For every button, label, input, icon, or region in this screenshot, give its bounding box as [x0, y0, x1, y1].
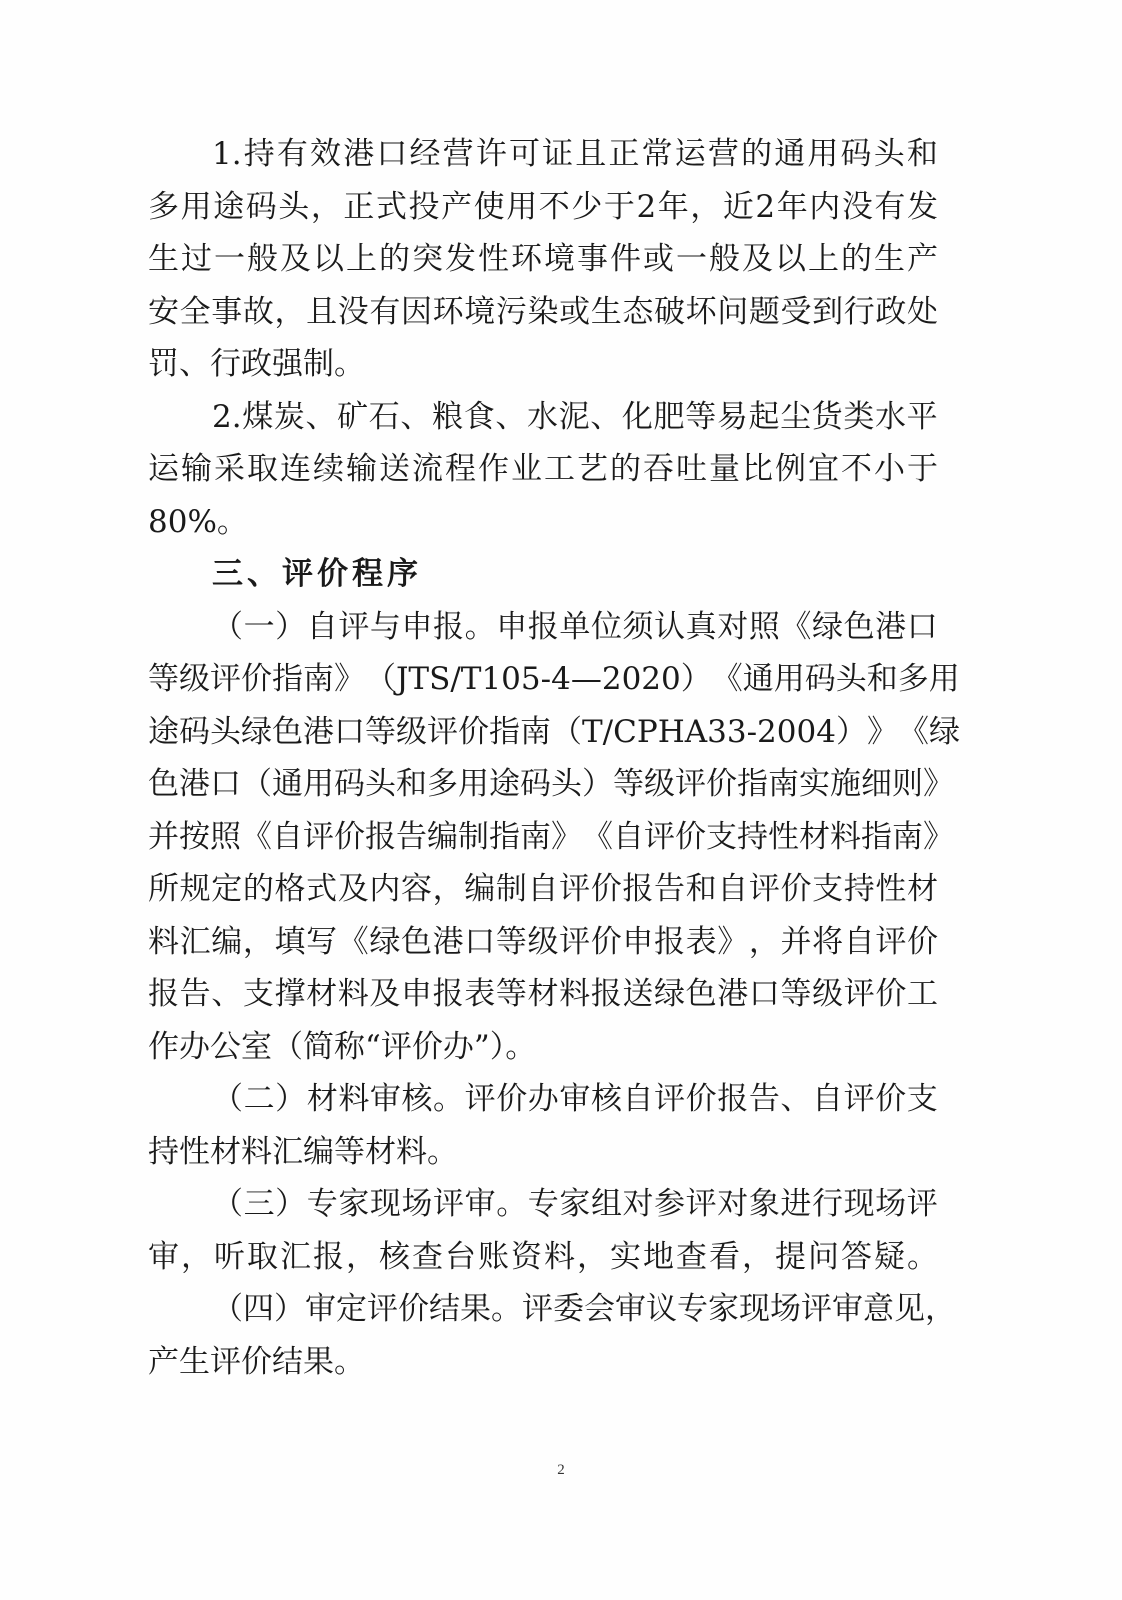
paragraph-step-4: [148, 1283, 956, 1388]
paragraph-step-1: [148, 601, 960, 1074]
text-line: 等 级 评 价 指 南 》 （ JTS/T105-4 — 2020 ） 《 通 用 码 头 和 多 用: [148, 661, 960, 697]
paragraph-step-3: [148, 1178, 938, 1283]
paragraph-criteria-2: [148, 391, 938, 549]
text-line: 料 汇 编 ， 填 写 《 绿 色 港 口 等 级 评 价 申 报 表 》 ， 并 将 自 评 价: [148, 923, 938, 960]
text-line: （ 三 ） 专 家 现 场 评 审 。 专 家 组 对 参 评 对 象 进 行 现 场 评: [212, 1186, 938, 1222]
text-line: （ 四 ） 审 定 评 价 结 果 。 评 委 会 审 议 专 家 现 场 评 审 意 见 ，: [212, 1291, 956, 1327]
text-line: 持性材料汇编等材料。: [148, 1133, 458, 1170]
document-body: [148, 128, 960, 1388]
text-line: 报 告 、 支 撑 材 料 及 申 报 表 等 材 料 报 送 绿 色 港 口 等 级 评 价 工: [148, 976, 938, 1012]
page-number: 2: [557, 1462, 565, 1478]
text-line: 生 过 一 般 及 以 上 的 突 发 性 环 境 事 件 或 一 般 及 以 上 的 生 产: [148, 241, 938, 277]
text-line: （ 二 ） 材 料 审 核 。 评 价 办 审 核 自 评 价 报 告 、 自 评 价 支: [212, 1081, 938, 1117]
text-line: 80%。: [148, 503, 248, 540]
text-line: 审 ， 听 取 汇 报 ， 核 查 台 账 资 料 ， 实 地 查 看 ， 提 问 答 疑 。: [148, 1238, 938, 1275]
section-heading: 三、评价程序: [212, 556, 422, 592]
paragraph-criteria-1: [148, 128, 938, 391]
text-line: 多 用 途 码 头 ， 正 式 投 产 使 用 不 少 于 2 年 ， 近 2 年 内 没 有 发: [148, 188, 938, 225]
text-line: 罚、行政强制。: [148, 346, 365, 382]
text-line: 产生评价结果。: [148, 1343, 365, 1380]
text-line: 途 码 头 绿 色 港 口 等 级 评 价 指 南 （ T/CPHA 33-2004 ） 》 《 绿: [148, 713, 960, 750]
text-line: 安 全 事 故 ， 且 没 有 因 环 境 污 染 或 生 态 破 坏 问 题 受 到 行 政 处: [148, 293, 938, 330]
text-line: 作办公室（简称“评价办”）。: [148, 1028, 537, 1065]
text-line: 2. 煤 炭 、 矿 石 、 粮 食 、 水 泥 、 化 肥 等 易 起 尘 货 类 水 平: [212, 398, 938, 435]
text-line: 色 港 口 （ 通 用 码 头 和 多 用 途 码 头 ） 等 级 评 价 指 南 实 施 细 则 》: [148, 766, 954, 802]
paragraph-step-2: [148, 1073, 938, 1178]
text-line: 1. 持 有 效 港 口 经 营 许 可 证 且 正 常 运 营 的 通 用 码 头 和: [212, 136, 938, 172]
text-line: （ 一 ） 自 评 与 申 报 。 申 报 单 位 须 认 真 对 照 《 绿 色 港 口: [212, 608, 938, 645]
text-line: 所 规 定 的 格 式 及 内 容 ， 编 制 自 评 价 报 告 和 自 评 价 支 持 性 材: [148, 871, 938, 907]
text-line: 运 输 采 取 连 续 输 送 流 程 作 业 工 艺 的 吞 吐 量 比 例 宜 不 小 于: [148, 451, 938, 487]
text-line: 并 按 照 《 自 评 价 报 告 编 制 指 南 》 《 自 评 价 支 持 性 材 料 指 南 》: [148, 818, 954, 855]
